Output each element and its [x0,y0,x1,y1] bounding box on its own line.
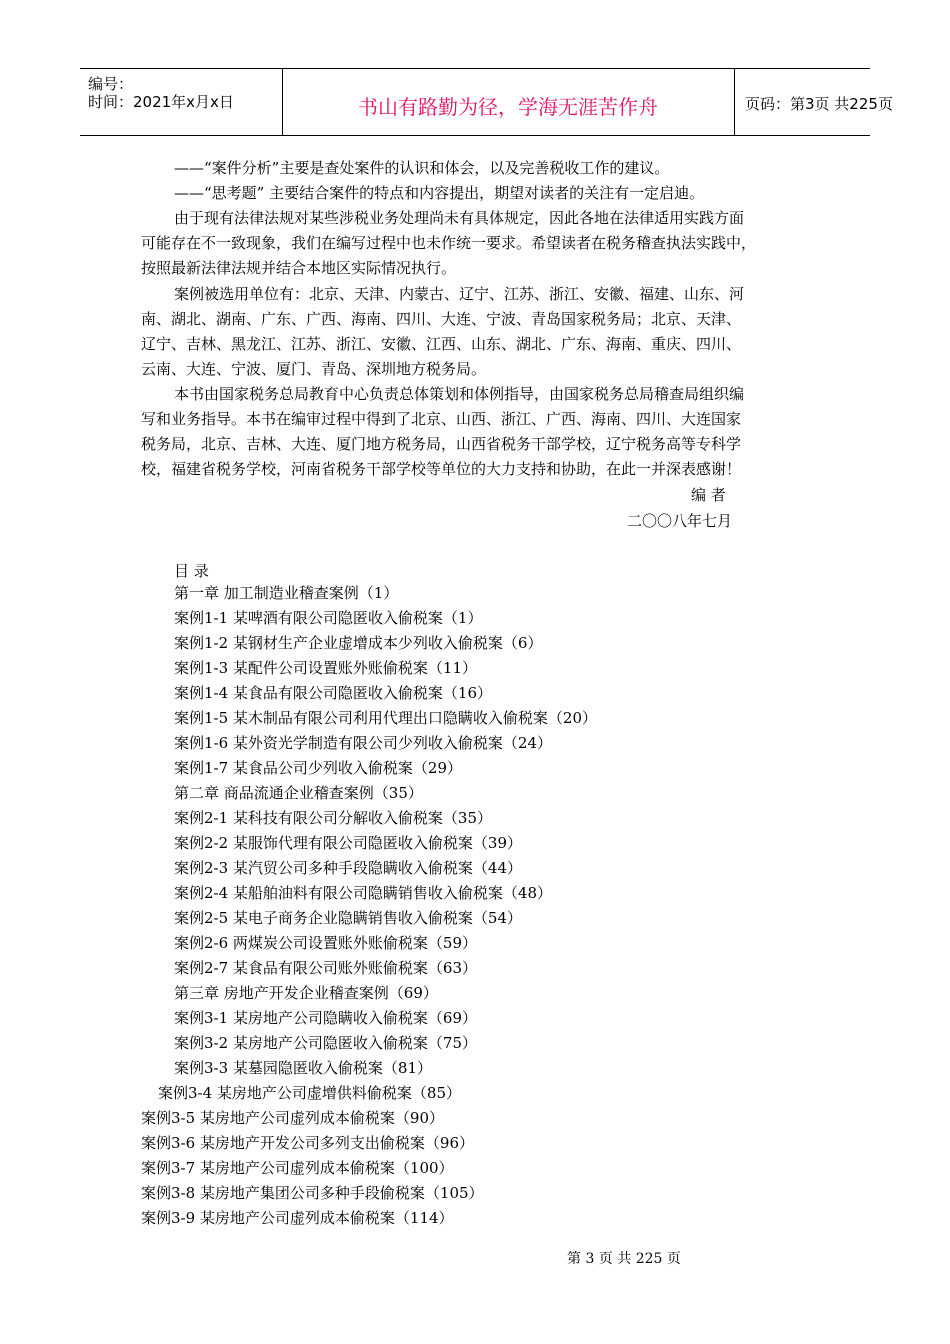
toc-entry: 案例3-9 某房地产公司虚列成本偷税案（114） [141,1209,454,1227]
toc-chapter: 第二章 商品流通企业稽查案例（35） [174,784,423,802]
body-line: 校，福建省税务学校，河南省税务干部学校等单位的大力支持和协助，在此一并深表感谢！ [141,460,742,478]
header-page-number: 页码：第3页 共225页 [745,95,893,113]
toc-chapter: 第三章 房地产开发企业稽查案例（69） [174,984,438,1002]
toc-entry: 案例3-8 某房地产集团公司多种手段偷税案（105） [141,1184,484,1202]
body-line: 辽宁、吉林、黑龙江、江苏、浙江、安徽、江西、山东、湖北、广东、海南、重庆、四川、 [141,335,742,353]
header-table [80,68,893,136]
header-left-cell [80,69,283,135]
toc-entry: 案例1-7 某食品公司少列收入偷税案（29） [174,759,463,777]
document-time-label: 时间：2021年x月x日 [88,93,234,111]
toc-entry: 案例2-1 某科技有限公司分解收入偷税案（35） [174,809,493,827]
body-line: 案例被选用单位有：北京、天津、内蒙古、辽宁、江苏、浙江、安徽、福建、山东、河 [174,285,745,303]
toc-entry: 案例3-2 某房地产公司隐匿收入偷税案（75） [174,1034,478,1052]
body-line: 本书由国家税务总局教育中心负责总体策划和体例指导，由国家税务总局稽查局组织编 [174,385,745,403]
header-motto-cell [282,69,735,135]
toc-entry: 案例1-1 某啤酒有限公司隐匿收入偷税案（1） [174,609,483,627]
signature-editor: 编 者 [691,486,726,504]
body-line: 税务局，北京、吉林、大连、厦门地方税务局，山西省税务干部学校，辽宁税务高等专科学 [141,435,742,453]
toc-entry: 案例1-6 某外资光学制造有限公司少列收入偷税案（24） [174,734,553,752]
body-line: 写和业务指导。本书在编审过程中得到了北京、山西、浙江、广西、海南、四川、大连国家 [141,410,742,428]
toc-entry: 案例1-2 某钢材生产企业虚增成本少列收入偷税案（6） [174,634,543,652]
body-line: 可能存在不一致现象，我们在编写过程中也未作统一要求。希望读者在税务稽查执法实践中， [141,234,757,252]
toc-entry: 案例2-2 某服饰代理有限公司隐匿收入偷税案（39） [174,834,523,852]
toc-entry: 案例1-5 某木制品有限公司利用代理出口隐瞒收入偷税案（20） [174,709,598,727]
body-line: 按照最新法律法规并结合本地区实际情况执行。 [141,259,457,277]
body-line: ——“思考题” 主要结合案件的特点和内容提出，期望对读者的关注有一定启迪。 [174,184,705,202]
document-number-label: 编号： [88,75,134,93]
toc-entry: 案例1-3 某配件公司设置账外账偷税案（11） [174,659,478,677]
toc-entry: 案例2-4 某船舶油料有限公司隐瞒销售收入偷税案（48） [174,884,553,902]
toc-entry: 案例3-6 某房地产开发公司多列支出偷税案（96） [141,1134,475,1152]
toc-entry: 案例2-7 某食品有限公司账外账偷税案（63） [174,959,478,977]
toc-title: 目 录 [174,562,209,580]
body-line: 云南、大连、宁波、厦门、青岛、深圳地方税务局。 [141,360,487,378]
toc-entry: 案例2-6 两煤炭公司设置账外账偷税案（59） [174,934,478,952]
toc-entry: 案例2-5 某电子商务企业隐瞒销售收入偷税案（54） [174,909,523,927]
page-footer: 第 3 页 共 225 页 [567,1251,681,1267]
header-motto: 书山有路勤为径，学海无涯苦作舟 [358,95,658,119]
toc-entry: 案例1-4 某食品有限公司隐匿收入偷税案（16） [174,684,493,702]
toc-entry: 案例3-7 某房地产公司虚列成本偷税案（100） [141,1159,454,1177]
toc-chapter: 第一章 加工制造业稽查案例（1） [174,584,399,602]
body-line: ——“案件分析”主要是查处案件的认识和体会，以及完善税收工作的建议。 [174,159,670,177]
body-line: 南、湖北、湖南、广东、广西、海南、四川、大连、宁波、青岛国家税务局；北京、天津、 [141,310,742,328]
toc-entry: 案例3-3 某墓园隐匿收入偷税案（81） [174,1059,433,1077]
body-line: 由于现有法律法规对某些涉税业务处理尚未有具体规定，因此各地在法律适用实践方面 [174,209,745,227]
toc-entry: 案例2-3 某汽贸公司多种手段隐瞒收入偷税案（44） [174,859,523,877]
signature-date: 二〇〇八年七月 [627,512,733,530]
header-page-cell [735,69,893,135]
toc-entry: 案例3-4 某房地产公司虚增供料偷税案（85） [158,1084,462,1102]
toc-entry: 案例3-1 某房地产公司隐瞒收入偷税案（69） [174,1009,478,1027]
toc-entry: 案例3-5 某房地产公司虚列成本偷税案（90） [141,1109,445,1127]
